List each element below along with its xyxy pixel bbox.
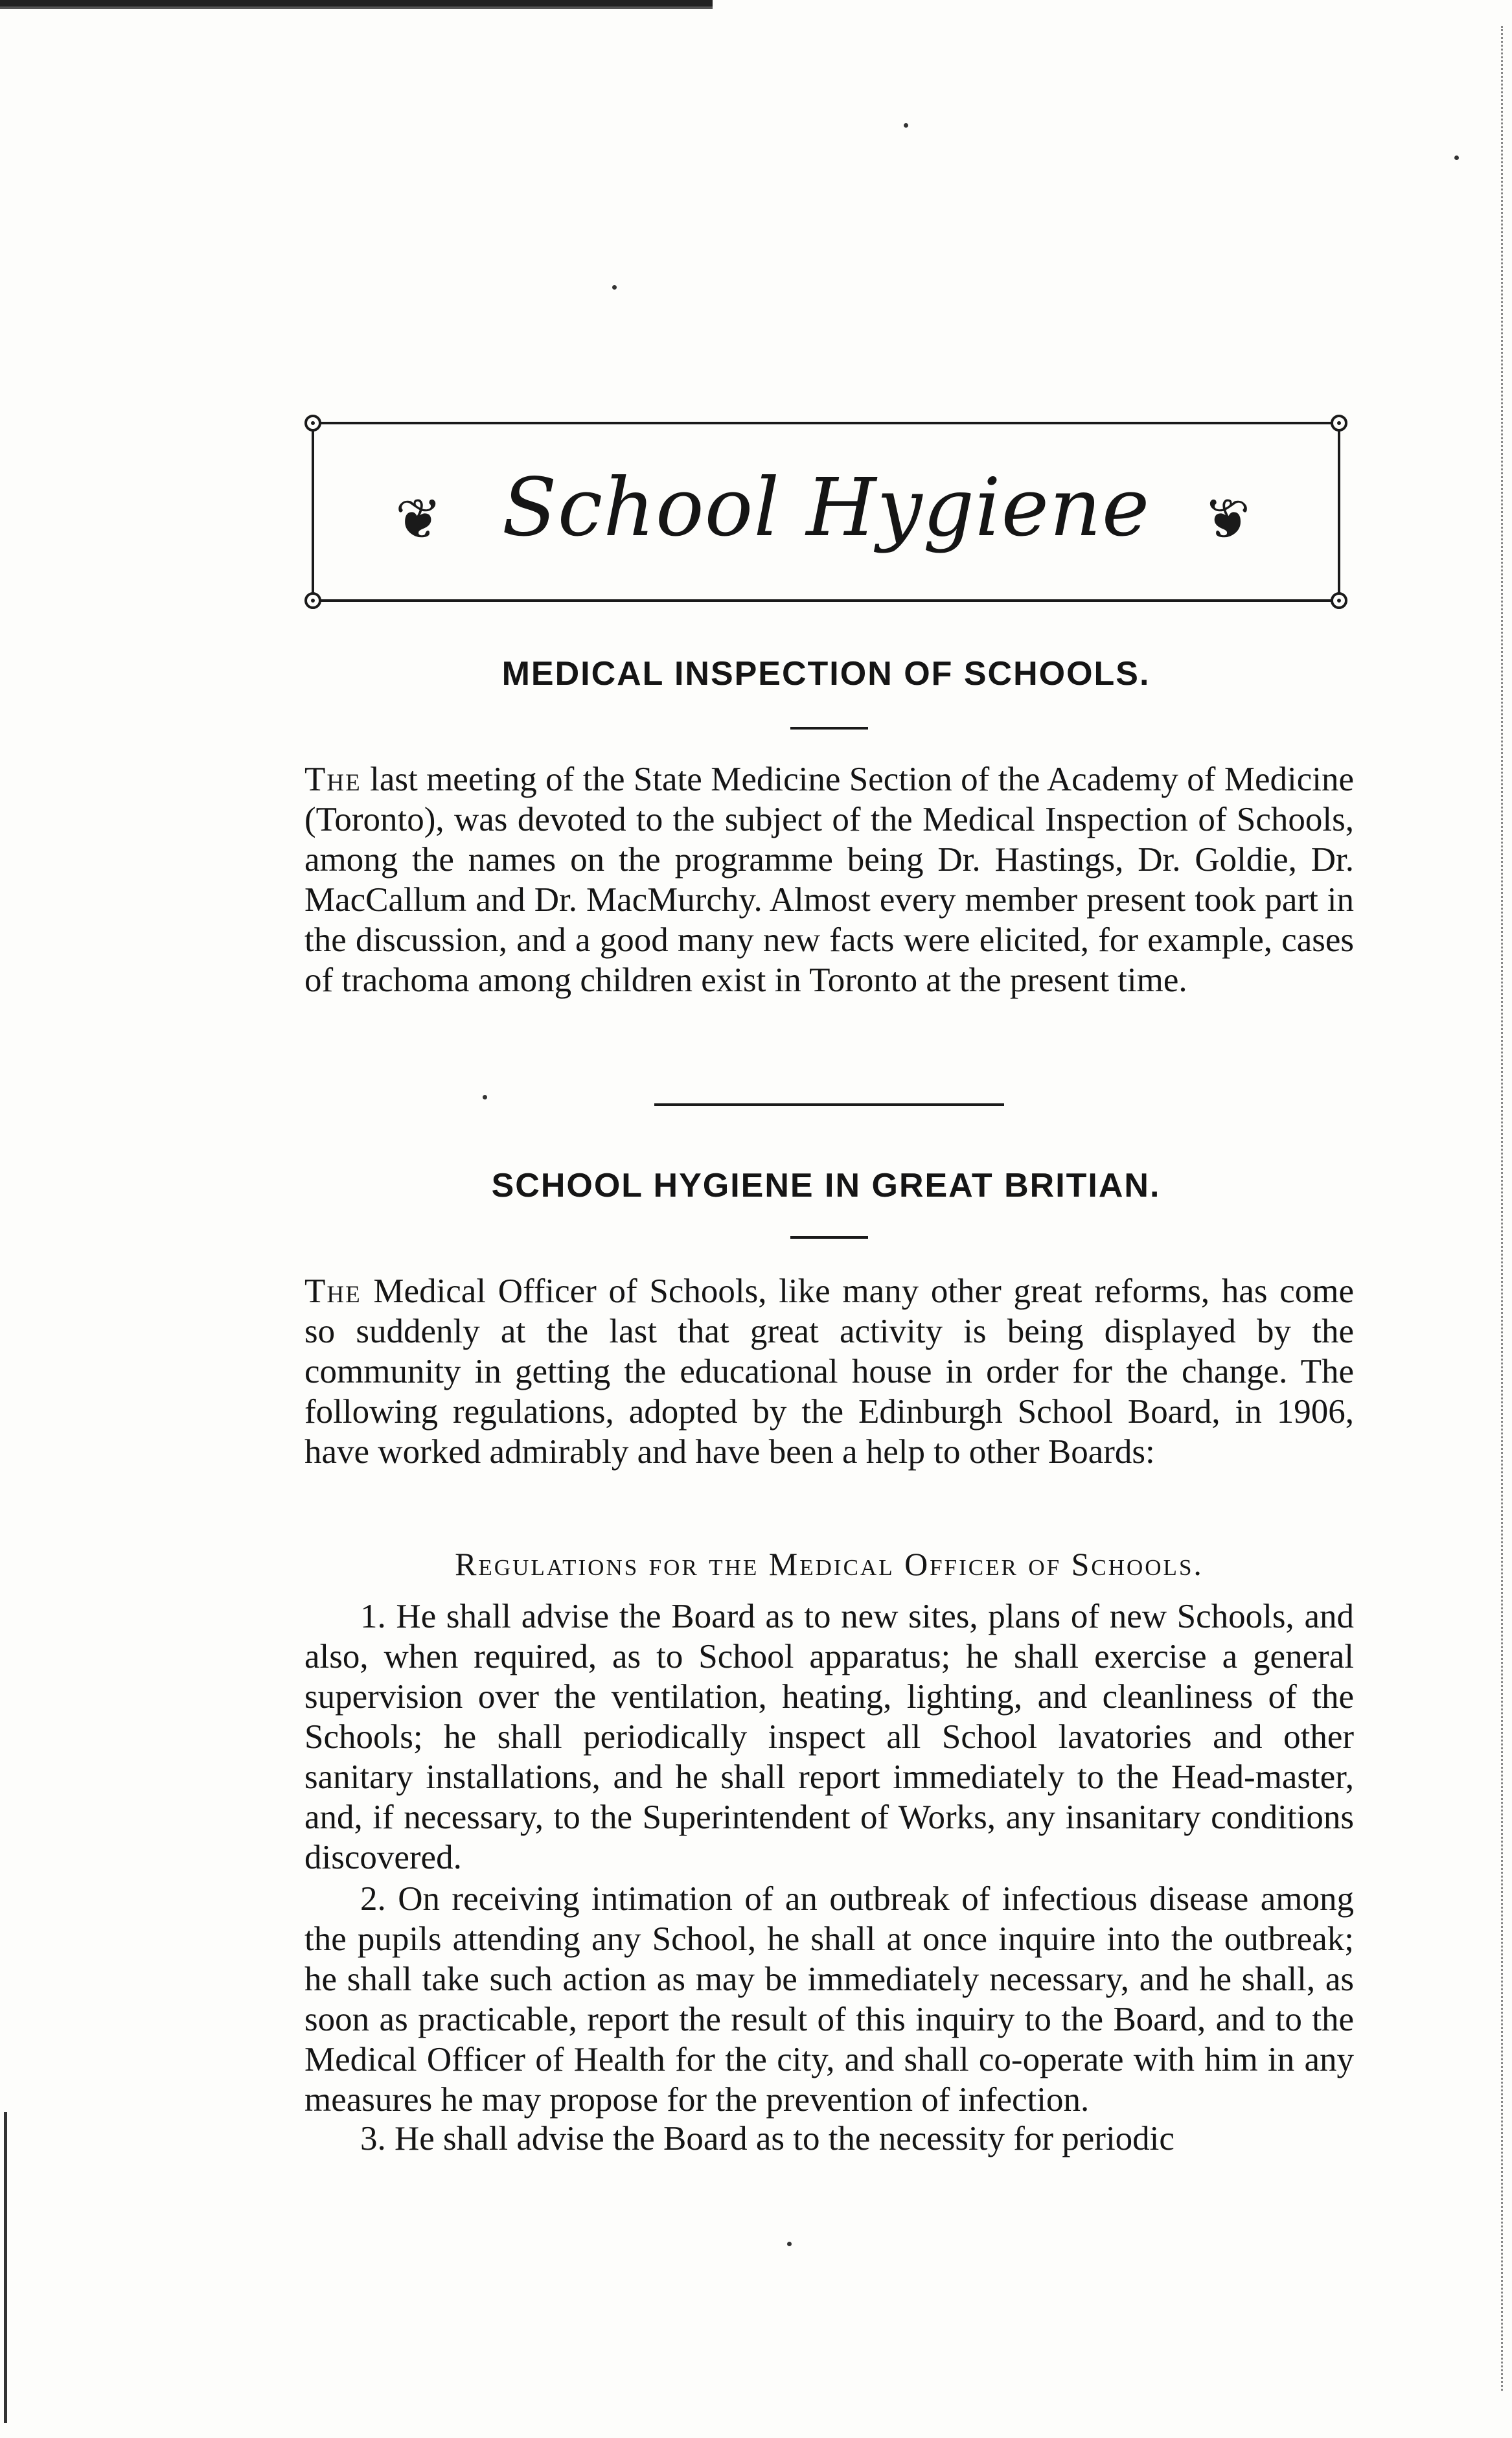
paragraph-first-word: The [304, 761, 361, 798]
binding-edge [4, 2112, 11, 2423]
top-edge-rule [0, 0, 713, 14]
regulation-item: 3. He shall advise the Board as to the necessity for periodic [360, 2120, 1174, 2157]
paragraph-text: last meeting of the State Medicine Section of the Academy of Medicine (Toronto), was devoted to the subject of the Medical Inspection of Schools, among the names on the programme being Dr. Hastings, Dr. Goldie, Dr. MacCallum and Dr. MacMurchy. Almost every member present took part in the discussion, and a good many new facts were elicited, for example, cases of trachoma among children exist in Toronto at the present time. [304, 761, 1354, 999]
print-speck [483, 1095, 487, 1099]
section-divider [654, 1103, 1004, 1106]
corner-ring-icon [304, 592, 321, 609]
short-rule [790, 727, 868, 730]
ivy-leaf-ornament-icon: ❦ [1203, 489, 1250, 551]
paragraph-text: Medical Officer of Schools, like many other great reforms, has come so suddenly at the last that great activity is being displayed by the community in getting the educational house in order for the change. The following regulations, adopted by the Edinburgh School Board, in 1906, have worked admirably and have been a help to other Boards: [304, 1272, 1354, 1471]
paragraph-first-word: The [304, 1272, 361, 1310]
print-speck [612, 285, 617, 290]
short-rule [790, 1236, 868, 1239]
section-heading: SCHOOL HYGIENE IN GREAT BRITIAN. [491, 1167, 1161, 1204]
print-speck [1454, 155, 1459, 160]
regulations-subheading: Regulations for the Medical Officer of Schools. [455, 1546, 1204, 1582]
ivy-leaf-ornament-icon: ❦ [395, 489, 442, 551]
banner-bottom-rule [316, 599, 1336, 602]
paragraph [304, 759, 1354, 1000]
corner-ring-icon [1331, 592, 1347, 609]
regulation-item: 2. On receiving intimation of an outbreak of infectious disease among the pupils attending any School, he shall at once inquire into the outbreak; he shall take such action as may be immediately necessary, and he shall, as soon as practicable, report the result of this inquiry to the Board, and to the Medical Officer of Health for the city, and shall co-operate with him in any measures he may propose for the prevention of infection. [304, 1880, 1354, 2119]
print-speck [904, 123, 908, 128]
page-edge-shadow [1501, 26, 1512, 2391]
banner-top-rule [316, 422, 1336, 424]
page-title: School Hygiene [501, 461, 1151, 555]
regulation-item: 1. He shall advise the Board as to new sites, plans of new Schools, and also, when required, as to School apparatus; he shall exercise a general supervision over the ventilation, heating, lighting, and cleanliness of the Schools; he shall periodically inspect all School lavatories and other sanitary installations, and he shall report immediately to the Head-master, and, if necessary, to the Superintendent of Works, any insanitary conditions discovered. [304, 1598, 1354, 1876]
section-heading: MEDICAL INSPECTION OF SCHOOLS. [501, 655, 1151, 693]
title-banner [304, 415, 1347, 609]
corner-ring-icon [304, 415, 321, 431]
corner-ring-icon [1331, 415, 1347, 431]
paragraph [304, 1271, 1354, 1472]
print-speck [787, 2242, 792, 2246]
